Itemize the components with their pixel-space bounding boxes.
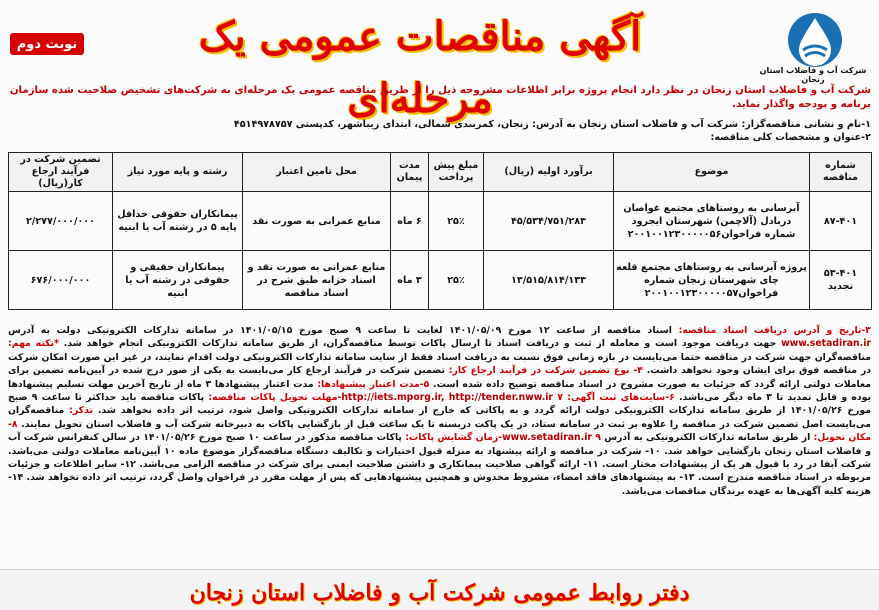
tenders-table [8,152,872,310]
table-row [9,192,872,251]
cell-funding: منابع عمرانی به صورت نقد و اسناد خزانه طبق شرح در اسناد مناقصه [243,251,391,310]
cell-guarantee: ۲/۲۷۷/۰۰۰/۰۰۰ [9,192,113,251]
item-2: ۲-عنوان و مشخصات کلی مناقصه: [710,132,871,143]
header-funding: محل تامین اعتبار [243,153,391,192]
ad-title: آگهی مناقصات عمومی یک مرحله‌ای [198,13,642,122]
p7-label: ۷-مهلت تحویل پاکات مناقصه: [208,392,563,404]
header-prepayment: مبلغ پیش پرداخت [429,153,484,192]
header-estimate: برآورد اولیه (ریال) [484,153,614,192]
p3-text: اسناد مناقصه از ساعت ۱۲ مورخ ۱۴۰۱/۰۵/۰۹ لغایت تا ساعت ۹ صبح مورخ ۱۴۰۱/۰۵/۱۵ در سامانه تدارکات الکترونیکی دولت به آدرس [8,325,679,336]
reminder-text: مناقصه‌گران می‌بایست اصل تضمین شرکت در مناقصه را علاوه بر ثبت در سامانه ستاد، در یک پاکت دربسته تا یک ساعت قبل از بازگشایی پاکات به دبیرخانه شرکت آب و فاضلاب استان تحویل نمایند. [8,405,871,430]
cell-funding: منابع عمرانی به صورت نقد [243,192,391,251]
p5-label: ۵-مدت اعتبار پیشنهادها: [317,378,430,390]
cell-number: ۸۷-۴۰۱ [810,192,872,251]
cell-prepayment: ۲۵٪ [429,251,484,310]
p3-label: ۳-تاریخ و آدرس دریافت اسناد مناقصه: [678,325,871,336]
reminder-label: تذکر: [69,405,93,417]
remaining-terms: ۱۰- شرکت در مناقصه و ارائه پیشنهاد به منزله قبول اختیارات و تکالیف دستگاه مناقصه‌گزار موضوع ماده ۱۰ آیین‌نامه معاملات دولتی می‌باشد. شرکت آبفا در رد یا قبول هر یک از پیشنهادات مختار است. ۱۱- ارائه گواهی صلاحیت پیمانکاری و داشتن صلاحیت ایمنی برای شرکت در مناقصه الزامی می‌باشد. ۱۲- سایر اطلاعات و جزئیات مربوطه در اسناد مناقصه مندرج است. ۱۳- به پیشنهادهای فاقد امضاء، مشروط مخدوش و همچنین پیشنهادهایی که پس از مهلت مقرر در فراخوان واصل گردد، ترتیب اثر داده نخواهد شد. ۱۴- هزینه کلیه آگهی‌ها به عهده برندگان مناقصات می‌باشد. [8,445,871,497]
item-1: ۱-نام و نشانی مناقصه‌گزار: شرکت آب و فاضلاب استان زنجان به آدرس: زنجان، کمربندی شمالی، ابتدای زیباشهر، کدپستی ۴۵۱۴۹۷۸۷۵۷ [233,119,871,130]
p6-label: ۶-سایت‌های ثبت آگهی: [567,392,675,404]
header-items [8,118,871,144]
setad-link-2[interactable]: www.setadiran.ir [502,432,592,444]
note-text: مناقصه‌گران جهت شرکت در مناقصه حتما می‌بایست در بازه زمانی فوق نسبت به دریافت اسناد فقط از سایت سامانه تدارکات الکترونیکی دولت اقدام نمایند، در غیر این صورت امکان شرکت در مناقصه فوق برای ایشان وجود نخواهد داشت. [8,351,871,377]
table-row [9,251,872,310]
logo-caption: شرکت آب و فاضلاب استان زنجان [759,66,867,84]
p3-text-2: جهت دریافت موجود است و معامله از ثبت و دریافت اسناد تا ارسال پاکات توسط مناقصه‌گران، از طریق سامانه تدارکات الکترونیکی انجام خواهد شد. [63,338,782,350]
cell-prepayment: ۲۵٪ [429,192,484,251]
header-duration: مدت پیمان [391,153,429,192]
cell-duration: ۶ ماه [391,192,429,251]
footer-bar [0,569,879,610]
p9-label: ۹-زمان گشایش پاکات: [405,432,601,444]
p4-label: ۴- نوع تضمین شرکت در فرآیند ارجاع کار: [448,365,643,377]
cell-subject: پروژه آبرسانی به روستاهای مجتمع قلعه چای شهرستان زنجان شماره فراخوان۲۰۰۱۰۰۱۲۳۰۰۰۰۰۵۷ [614,251,810,310]
cell-estimate: ۱۳/۵۱۵/۸۱۴/۱۳۳ [484,251,614,310]
round-badge: نوبت دوم [10,33,84,55]
header-guarantee: تضمین شرکت در فرآیند ارجاع کار(ریال) [9,153,113,192]
p4-text: تضمین شرکت در فرآیند ارجاع کار می‌بایست به یکی از صور درج شده در آیین‌نامه تضمین برای معاملات دولتی ارائه گردد که جزئیات به صورت مشروح در اسناد مناقصه توضیح داده شده است. [8,365,872,390]
table-header-row [9,153,872,192]
cell-number: ۵۳-۴۰۱ تجدید [810,251,872,310]
setad-link-1[interactable]: www.setadiran.ir [781,338,871,350]
header-subject: موضوع [614,153,810,192]
cell-duration: ۳ ماه [391,251,429,310]
p5-text: مدت اعتبار پیشنهادها ۳ ماه از تاریخ آخرین مهلت تسلیم پیشنهادها بوده و قابل تمدید تا ۳ ماه دیگر می‌باشد. [8,378,871,404]
p9-text: پاکات مناقصه مذکور در ساعت ۱۰ صبح مورخ ۱۴۰۱/۰۵/۲۶ در سالن کنفرانس شرکت آب و فاضلاب استان زنجان بازگشایی خواهد شد. [8,432,871,457]
note-label: *نکته مهم: [8,338,59,350]
cell-estimate: ۴۵/۵۳۴/۷۵۱/۲۸۳ [484,192,614,251]
cell-field: پیمانکاران حقوقی حداقل پایه ۵ در رشته آب یا ابنیه [113,192,243,251]
header-field: رشته و پایه مورد نیاز [113,153,243,192]
terms-body [8,324,871,498]
p8-text: از طریق سامانه تدارکات الکترونیکی به آدرس [600,432,814,444]
cell-guarantee: ۶۷۶/۰۰۰/۰۰۰ [9,251,113,310]
p8-label: ۸- مکان تحویل: [8,418,871,444]
tender-sites-link[interactable]: http://iets.mporg.ir, http://tender.nww.ir [341,392,553,404]
p7-text: پاکات مناقصه باید حداکثر تا ساعت ۹ صبح مورخ ۱۴۰۱/۰۵/۲۶ از طریق سامانه تدارکات الکترونیکی دولت ارائه گردد و به پاکاتی که خارج از سامانه تدارکات الکترونیکی واصل شود، ترتیب اثر داده نخواهد شد. [8,392,871,417]
intro-paragraph: شرکت آب و فاضلاب استان زنجان در نظر دارد انجام پروژه برابر اطلاعات مشروحه ذیل را از طریق مناقصه عمومی یک مرحله‌ای به شرکت‌های تشخیص صلاحیت شده سازمان برنامه و بودجه واگذار نماید. [9,85,871,110]
footer-signature: دفتر روابط عمومی شرکت آب و فاضلاب استان زنجان [189,580,690,606]
header-number: شماره مناقصه [810,153,872,192]
cell-field: پیمانکاران حقیقی و حقوقی در رشته آب یا ابنیه [113,251,243,310]
cell-subject: آبرسانی به روستاهای مجتمع غواصان دربادل (آلاچمن) شهرستان ایجرود شماره فراخوان۲۰۰۱۰۰۱۲۳۰۰۰۰۰۵۶ [614,192,810,251]
